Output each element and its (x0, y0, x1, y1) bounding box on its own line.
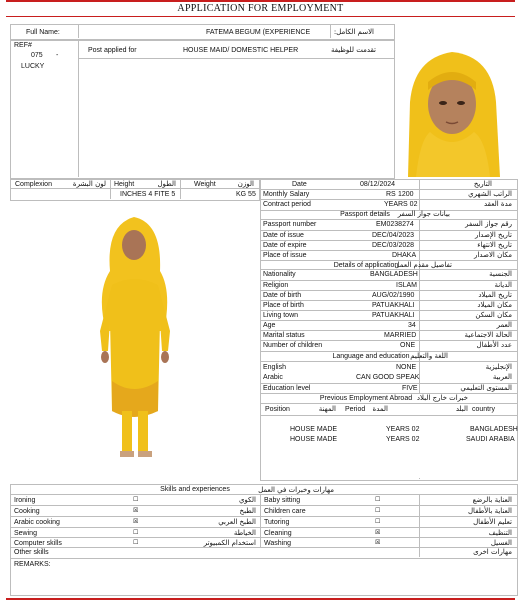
portrait-illustration (400, 40, 503, 177)
passport-section-title: Passport details (340, 211, 390, 218)
passport-row-value: DEC/04/2023 (372, 232, 415, 239)
portrait-photo (400, 40, 503, 177)
period-label-ar: مدة العقد (484, 200, 512, 208)
language-row-label-ar: العربية (492, 373, 512, 381)
bottom-red-rule (6, 598, 515, 600)
salary-label: Monthly Salary (263, 191, 310, 198)
skill-label: Sewing (14, 530, 37, 537)
skill-label: Cleaning (264, 530, 292, 537)
skill-checkbox[interactable]: ☐ (375, 507, 381, 514)
skills-section-title-ar: مهارات وخبرات في العمل (258, 486, 334, 494)
skill-label-ar: تعليم الأطفال (473, 518, 512, 526)
skill-checkbox[interactable]: ☐ (133, 529, 139, 536)
skill-label-ar: الخياطة (233, 529, 256, 537)
passport-row-value: DHAKA (392, 252, 417, 259)
language-section-title-ar: اللغة والتعليم (410, 352, 448, 360)
salary-currency: RS (386, 191, 396, 198)
skill-checkbox[interactable]: ☒ (133, 507, 139, 514)
previous-row-country: BANGLADESH (470, 426, 518, 433)
height-label-ar: الطول (157, 180, 176, 188)
details-section-title-ar: تفاصيل مقدم العمل (394, 261, 452, 269)
previous-row-country: SAUDI ARABIA (466, 436, 515, 443)
skill-label-ar: العناية بالرضع (472, 496, 512, 504)
details-row-value: BANGLADESH (370, 271, 418, 278)
passport-row-label: Place of issue (263, 252, 307, 259)
passport-row-label-ar: تاريخ الإصدار (474, 231, 512, 239)
previous-section-title-ar: خبرات خارج البلاد (416, 394, 468, 402)
details-row-value: 34 (408, 322, 416, 329)
skill-label: Arabic cooking (14, 519, 60, 526)
remarks-box (10, 558, 518, 596)
details-row-label-ar: عدد الأطفال (476, 341, 512, 349)
height-value: INCHES 4 FITE 5 (120, 191, 176, 198)
language-row-label: Arabic (263, 374, 283, 381)
weight-label-ar: الوزن (237, 180, 254, 188)
details-row-value: MARRIED (384, 332, 417, 339)
language-row-label-ar: المستوى التعليمي (460, 384, 512, 392)
details-row-value: AUG/02/1990 (372, 292, 415, 299)
skill-checkbox[interactable]: ☒ (133, 518, 139, 525)
passport-row-label-ar: تاريخ الانتهاء (477, 241, 512, 249)
details-row-value: PATUAKHALI (372, 312, 415, 319)
skill-checkbox[interactable]: ☐ (375, 496, 381, 503)
language-section-title: Language and education (332, 353, 410, 360)
skill-label-ar: الكوي (238, 496, 256, 504)
ref-extra: LUCKY (21, 63, 45, 70)
salary-label-ar: الراتب الشهري (468, 190, 512, 198)
details-row-label: Age (263, 322, 276, 329)
passport-row-label: Passport number (263, 221, 317, 228)
full-name-label: Full Name: (26, 29, 60, 36)
period-header: Period (345, 406, 366, 413)
details-row-label: Number of children (263, 342, 323, 349)
post-value: HOUSE MAID/ DOMESTIC HELPER (183, 47, 299, 54)
previous-row-period: YEARS 02 (386, 426, 420, 433)
salary-value: 1200 (398, 191, 414, 198)
period-header-ar: المدة (372, 405, 388, 413)
details-row-label-ar: الديانة (494, 281, 512, 289)
passport-row-value: DEC/03/2028 (372, 242, 415, 249)
details-row-label-ar: تاريخ الميلاد (478, 291, 512, 299)
skills-section-title: Skills and experiences (160, 486, 230, 493)
details-row-label-ar: مكان الميلاد (477, 301, 512, 309)
details-row-label-ar: مكان السكن (475, 311, 512, 319)
details-row-label-ar: الجنسية (489, 270, 512, 278)
language-row-value: CAN GOOD SPEAK (356, 374, 420, 381)
height-label: Height (114, 181, 135, 188)
skill-label: Cooking (14, 508, 40, 515)
skill-label-ar: العناية بالأطفال (467, 507, 512, 515)
passport-row-label: Date of expire (263, 242, 307, 249)
details-row-label: Place of birth (263, 302, 304, 309)
ref-mark: - (56, 52, 59, 59)
skill-checkbox[interactable]: ☐ (133, 539, 139, 546)
skill-label: Ironing (14, 497, 36, 504)
skill-label: Baby sitting (264, 497, 301, 504)
skill-checkbox[interactable]: ☐ (375, 518, 381, 525)
skill-checkbox[interactable]: ☒ (375, 539, 381, 546)
post-label-ar: تقدمت للوظيفة (330, 46, 376, 54)
date-label: Date (292, 181, 307, 188)
details-row-value: ISLAM (396, 282, 418, 289)
skill-checkbox[interactable]: ☒ (375, 529, 381, 536)
position-header: Position (265, 406, 290, 413)
details-row-label: Nationality (263, 271, 296, 278)
previous-section-title: Previous Employment Abroad (319, 395, 413, 402)
skill-label-ar: استخدام الكمبيوتر (203, 539, 256, 547)
language-row-value: FIVE (402, 385, 418, 392)
language-row-value: NONE (396, 364, 417, 371)
details-row-value: ONE (400, 342, 416, 349)
position-header-ar: المهنة (318, 405, 336, 413)
details-row-value: PATUAKHALI (372, 302, 415, 309)
post-label: Post applied for (88, 47, 137, 54)
ref-value: 075 (31, 52, 43, 59)
skill-label: Children care (264, 508, 306, 515)
previous-row-period: YEARS 02 (386, 436, 420, 443)
skill-label: Washing (264, 540, 291, 547)
ref-post-box (10, 40, 395, 179)
skill-label-ar: الطبخ (239, 507, 256, 515)
skill-label: Tutoring (264, 519, 290, 526)
full-body-illustration (76, 201, 193, 483)
full-body-photo (76, 201, 193, 483)
skill-label: Computer skills (14, 540, 62, 547)
date-value: 08/12/2024 (360, 181, 396, 188)
language-row-label: English (263, 364, 286, 371)
skill-label-ar: الطبخ العربي (218, 518, 256, 526)
country-header-ar: البلد (455, 405, 468, 413)
complexion-label-ar: لون البشرة (72, 180, 106, 188)
weight-label: Weight (194, 181, 216, 188)
details-row-label: Marital status (263, 332, 305, 339)
other-skills-label: Other skills (14, 549, 49, 556)
previous-row-position: HOUSE MADE (290, 426, 338, 433)
period-label: Contract period (263, 201, 311, 208)
top-red-rule (6, 0, 515, 2)
full-name-label-ar: الاسم الكامل: (333, 28, 374, 36)
details-row-label: Date of birth (263, 292, 302, 299)
language-row-label-ar: الإنجليزية (485, 363, 512, 371)
skill-checkbox[interactable]: ☐ (133, 496, 139, 503)
skill-label-ar: الغسيل (490, 539, 512, 547)
details-section-title: Details of application (333, 262, 399, 269)
country-header: country (472, 406, 495, 413)
period-value: YEARS 02 (384, 201, 418, 208)
passport-row-value: EM0238274 (376, 221, 414, 228)
date-label-ar: التاريخ (473, 180, 492, 188)
language-row-label: Education level (263, 385, 311, 392)
other-skills-label-ar: مهارات اخرى (473, 548, 512, 556)
previous-row-position: HOUSE MADE (290, 436, 338, 443)
passport-section-title-ar: بيانات جواز السفر (397, 210, 450, 218)
details-row-label: Religion (263, 282, 289, 289)
passport-row-label: Date of issue (263, 232, 304, 239)
ref-label: REF# (14, 42, 32, 49)
page-title: APPLICATION FOR EMPLOYMENT (177, 3, 344, 14)
passport-row-label-ar: رقم جواز السفر (465, 220, 512, 228)
details-row-label-ar: العمر (496, 321, 512, 329)
details-row-label-ar: الحالة الاجتماعية (464, 331, 512, 339)
remarks-label: REMARKS: (14, 561, 51, 568)
skill-label-ar: التنظيف (488, 529, 512, 537)
complexion-label: Complexion (15, 181, 52, 188)
passport-row-label-ar: مكان الاصدار (474, 251, 512, 259)
weight-value: KG 55 (236, 191, 256, 198)
title-underline (6, 16, 515, 17)
full-name-value: FATEMA BEGUM (EXPERIENCE (206, 29, 311, 36)
details-row-label: Living town (263, 312, 299, 319)
